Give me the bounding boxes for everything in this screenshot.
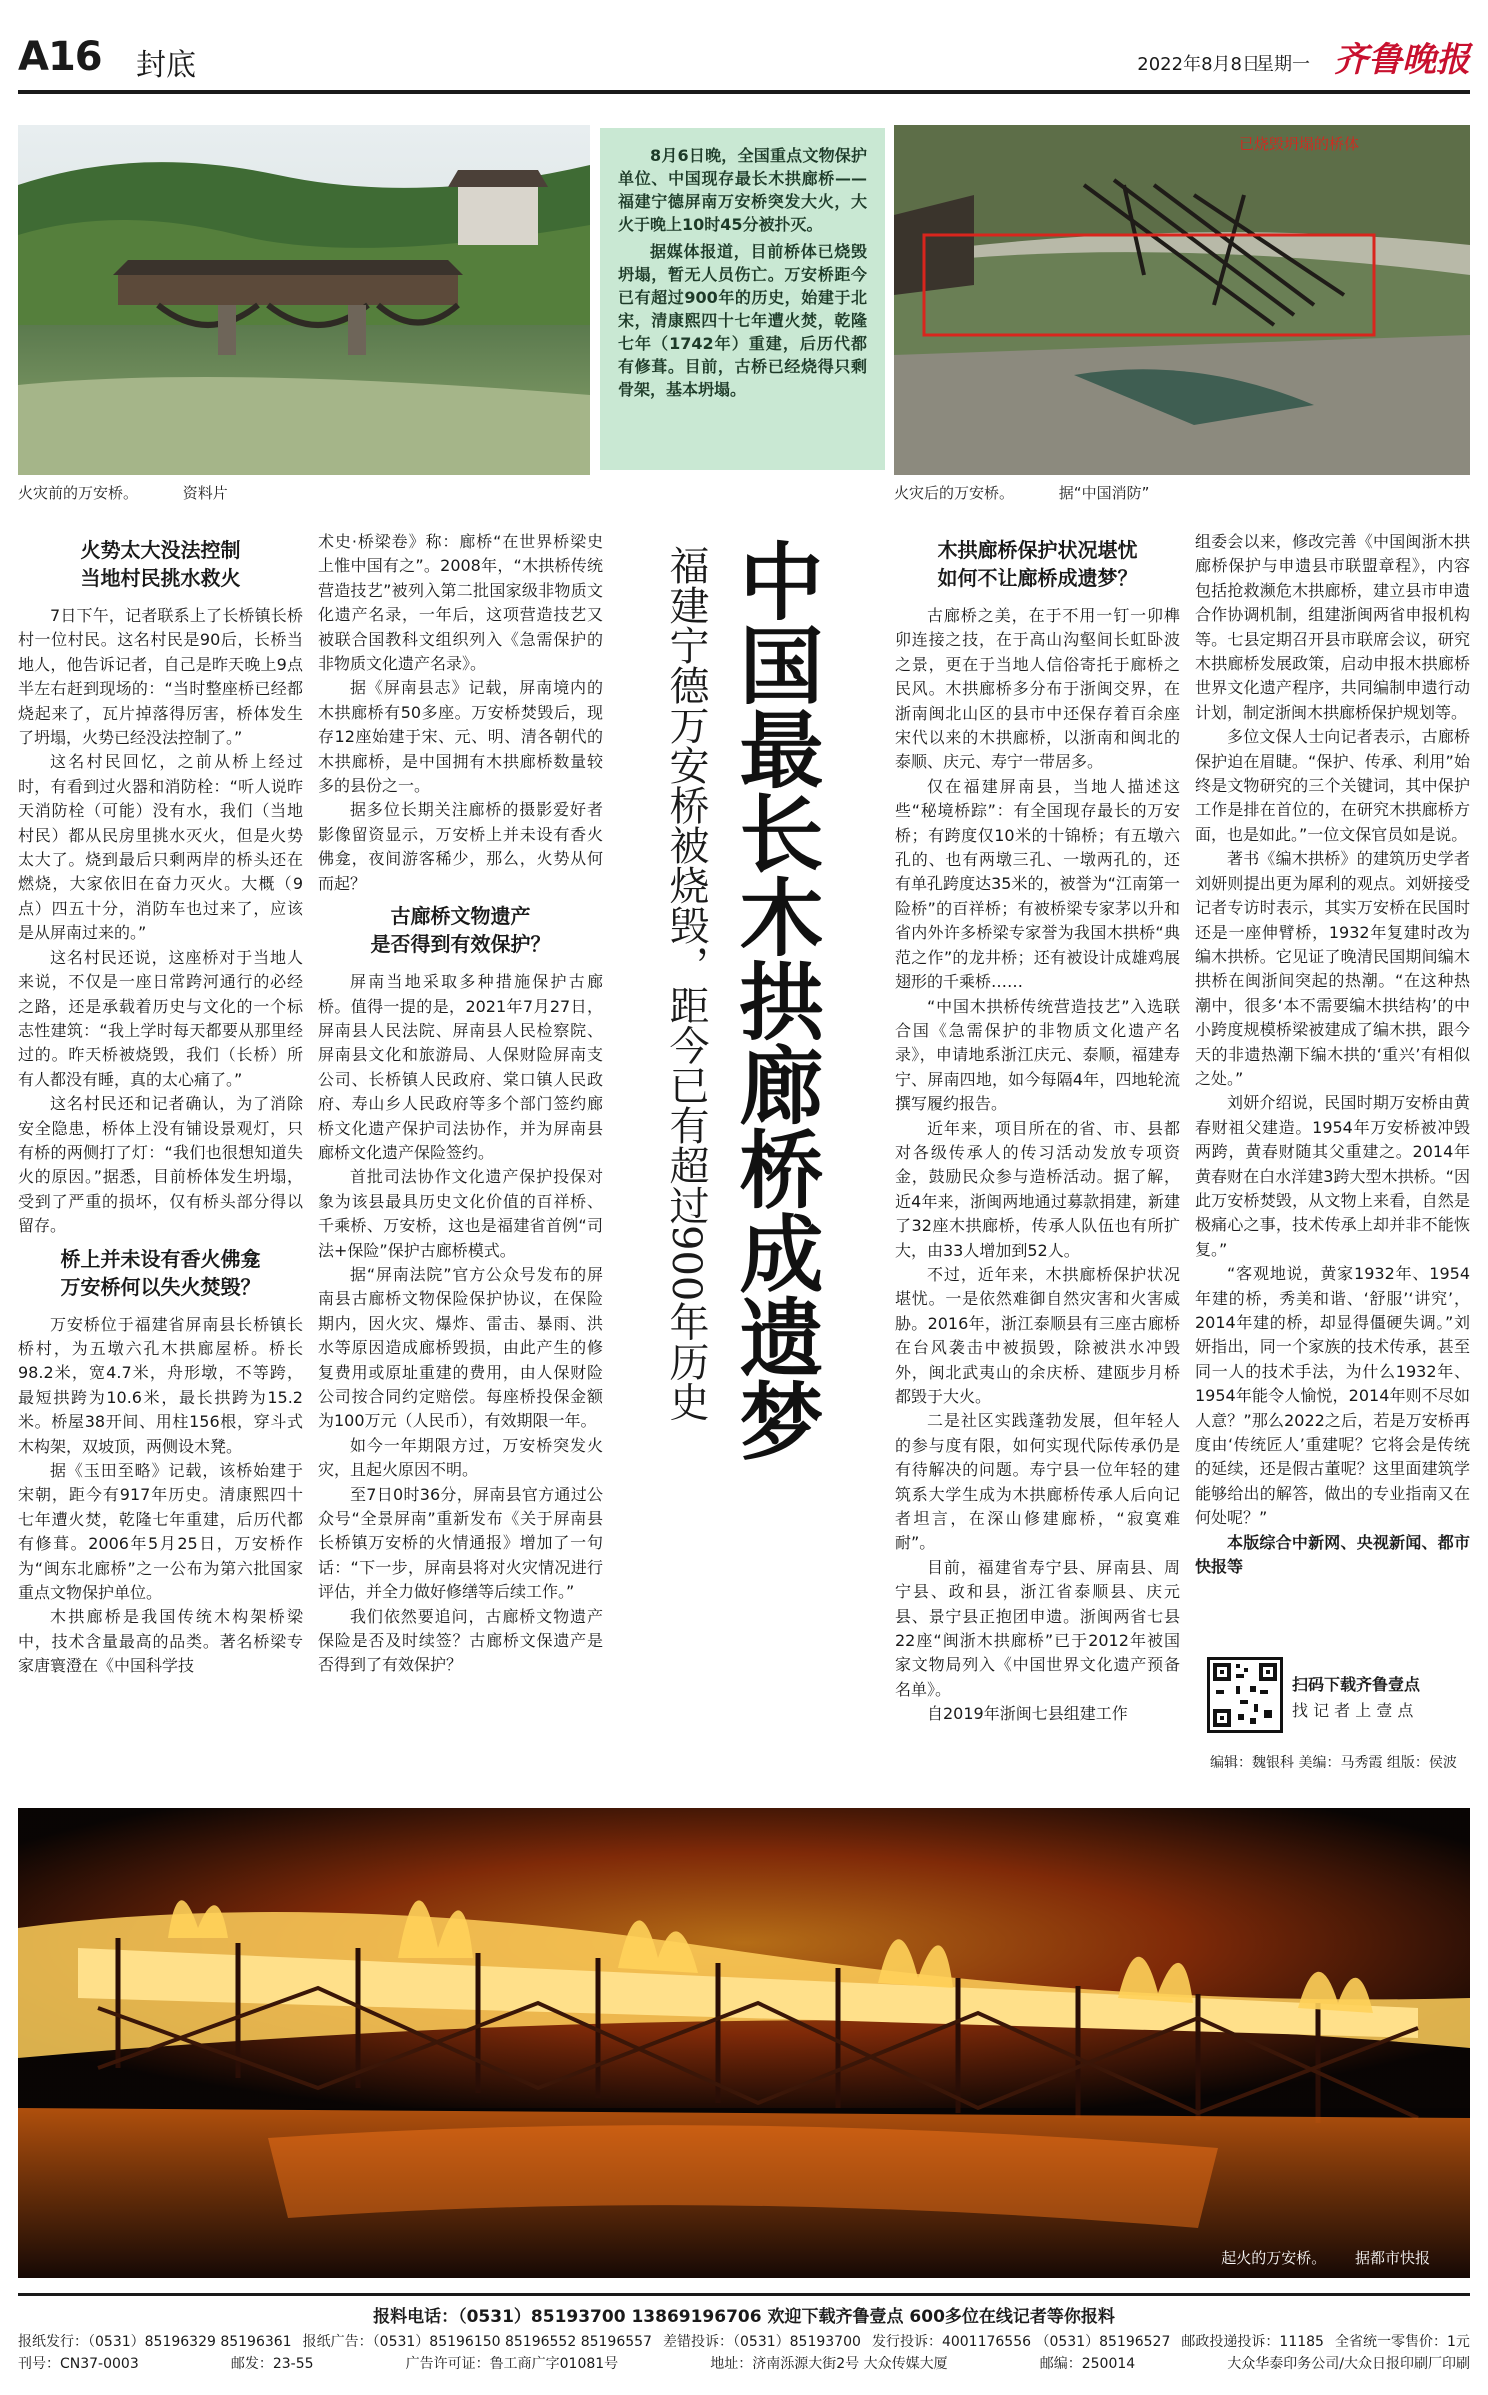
- caption-after-credit: 据“中国消防”: [1058, 484, 1150, 502]
- footer-item: 报纸发行：（0531）85196329 85196361: [18, 2334, 292, 2350]
- caption-before-text: 火灾前的万安桥。: [18, 484, 139, 502]
- body-paragraph: 这名村民回忆，之前从桥上经过时，有看到过火器和消防栓：“听人说昨天消防栓（可能）没有水，我们（当地村民）都从民房里挑水灭火，但是火势太大了。烧到最后只剩两岸的桥头还在燃烧，大家依旧在奋力灭火。大概（9点）四五十分，消防车也过来了，应该是从屏南过来的。”: [18, 752, 303, 943]
- qr-code-icon[interactable]: [1210, 1660, 1280, 1730]
- lede-box: [600, 128, 885, 470]
- footer-item: 刊号：CN37-0003: [18, 2356, 139, 2372]
- column-3-heading-1: 木拱廊桥保护状况堪忧 如何不让廊桥成遗梦？: [937, 538, 1138, 590]
- body-paragraph: 万安桥位于福建省屏南县长桥镇长桥村，为五墩六孔木拱廊屋桥。桥长98.2米，宽4.7米，舟形墩，不等跨，最短拱跨为10.6米，最长拱跨为15.2米。桥屋38开间、用柱156根，穿斗式木构架，双坡顶，两侧设木凳。: [18, 1314, 303, 1456]
- body-paragraph: 组委会以来，修改完善《中国闽浙木拱廊桥保护与申遗县市联盟章程》，内容包括抢救濒危木拱廊桥，建立县市申遗合作协调机制，组建浙闽两省申报机构等。七县定期召开县市联席会议，研究木拱廊桥发展政策，启动申报木拱廊桥世界文化遗产程序，共同编制申遗行动计划，制定浙闽木拱廊桥保护规划等。: [1195, 532, 1470, 722]
- body-paragraph: 刘妍介绍说，民国时期万安桥由黄春财祖父建造。1954年万安桥被冲毁两跨，黄春财随其父重建之。2014年黄春财在白水洋建3跨大型木拱桥。“因此万安桥焚毁，从文物上来看，自然是极痛心之事，技术传承上却并非不能恢复。”: [1195, 1093, 1470, 1259]
- issue-date: 2022年8月8日: [1137, 54, 1260, 75]
- body-paragraph: 据多位长期关注廊桥的摄影爱好者影像留资显示，万安桥上并未设有香火佛龛，夜间游客稀少，那么，火势从何而起？: [318, 800, 603, 893]
- footer-item: 邮政投递投诉：11185: [1181, 2334, 1324, 2350]
- page-header: [18, 20, 1470, 94]
- newspaper-logo: 齐鲁晚报: [1334, 40, 1470, 80]
- lede-paragraph: 据媒体报道，目前桥体已烧毁坍塌，暂无人员伤亡。万安桥距今已有超过900年的历史，始建于北宋，清康熙四十七年遭火焚，乾隆七年（1742年）重建，后历代都有修葺。目前，古桥已经烧得只剩骨架，基本坍塌。: [618, 242, 867, 399]
- caption-after-text: 火灾后的万安桥。: [894, 484, 1015, 502]
- lede-paragraph: 8月6日晚，全国重点文物保护单位、中国现存最长木拱廊桥——福建宁德屏南万安桥突发大火，大火于晚上10时45分被扑灭。: [618, 146, 867, 234]
- body-paragraph: “中国木拱桥传统营造技艺”入选联合国《急需保护的非物质文化遗产名录》，申请地系浙江庆元、泰顺，福建寿宁、屏南四地，如今每隔4年，四地轮流撰写履约报告。: [895, 996, 1180, 1114]
- body-paragraph: 首批司法协作文化遗产保护投保对象为该县最具历史文化价值的百祥桥、千乘桥、万安桥，这也是福建省首例“司法+保险”保护古廊桥模式。: [318, 1167, 603, 1260]
- body-paragraph: 自2019年浙闽七县组建工作: [927, 1704, 1128, 1724]
- photo-bridge-on-fire: [18, 1808, 1470, 2278]
- body-paragraph: 多位文保人士向记者表示，古廊桥保护迫在眉睫。“保护、传承、利用”始终是文物研究的三个关键词，其中保护工作是排在首位的，在研究木拱廊桥方面，也是如此。”一位文保官员如是说。: [1195, 727, 1470, 844]
- caption-fire: [1221, 2247, 1430, 2268]
- column-4: [1195, 530, 1470, 1579]
- footer-item: 报纸广告：（0531）85196150 85196552 85196557: [302, 2334, 652, 2350]
- body-paragraph: 如今一年期限方过，万安桥突发火灾，且起火原因不明。: [318, 1435, 603, 1480]
- issue-weekday: 星期一: [1256, 54, 1310, 75]
- qr-line-1: 扫码下载齐鲁壹点: [1292, 1675, 1421, 1694]
- column-1-heading-1: 火势太大没法控制 当地村民挑水救火: [80, 538, 241, 590]
- footer-item: 广告许可证：鲁工商广字01081号: [405, 2356, 619, 2372]
- section-name: 封底: [136, 48, 196, 83]
- footer-item: 邮编：250014: [1039, 2356, 1136, 2372]
- caption-before-credit: 资料片: [182, 484, 228, 502]
- footer-row-2: [18, 2353, 1470, 2375]
- body-paragraph: 屏南当地采取多种措施保护古廊桥。值得一提的是，2021年7月27日，屏南县人民法院、屏南县人民检察院、屏南县文化和旅游局、人保财险屏南支公司、长桥镇人民政府、棠口镇人民政府、寿山乡人民政府等多个部门签约廊桥文化遗产保护司法协作，并为屏南县廊桥文化遗产保险签约。: [318, 972, 603, 1162]
- body-paragraph: 木拱廊桥是我国传统木构架桥梁中，技术含量最高的品类。著名桥梁专家唐寰澄在《中国科学技: [18, 1607, 303, 1676]
- body-paragraph: 著书《编木拱桥》的建筑历史学者刘妍则提出更为犀利的观点。刘妍接受记者专访时表示，其实万安桥在民国时还是一座伸臂桥，1932年复建时改为编木拱桥。它见证了晚清民国期间编木拱桥在闽浙间突起的热潮。“在这种热潮中，很多‘本不需要编木拱结构’的中小跨度规模桥梁被建成了编木拱，跟今天的非遗热潮下编木拱的‘重兴’有相似之处。”: [1195, 849, 1470, 1088]
- column-3: [895, 530, 1180, 1727]
- caption-before: [18, 482, 268, 503]
- body-paragraph: 据“屏南法院”官方公众号发布的屏南县古廊桥文物保险保护协议，在保险期内，因火灾、爆炸、雷击、暴雨、洪水等原因造成廊桥毁损，由此产生的修复费用或原址重建的费用，由人保财险公司按合同约定赔偿。每座桥投保金额为100万元（人民币），有效期限一年。: [318, 1264, 603, 1431]
- burned-label: 已烧毁坍塌的桥体: [1239, 135, 1360, 153]
- body-paragraph: 仅在福建屏南县，当地人描述这些“秘境桥踪”：有全国现存最长的万安桥；有跨度仅10米的十锦桥；有五墩六孔的、也有两墩三孔、一墩两孔的，还有单孔跨度达35米的，被誉为“江南第一险桥”的百祥桥；有被桥梁专家茅以升和省内外许多桥梁专家誉为我国木拱桥“典范之作”的龙井桥；还有被设计成雄鸡展翅形的千乘桥……: [895, 776, 1180, 992]
- source-note: 本版综合中新网、央视新闻、都市快报等: [1195, 1532, 1470, 1577]
- footer-row-1: [18, 2331, 1470, 2353]
- footer-item: 全省统一零售价：1元: [1335, 2334, 1470, 2350]
- body-paragraph: 近年来，项目所在的省、市、县都对各级传承人的传习活动发放专项资金，鼓励民众参与造桥活动。据了解，近4年来，浙闽两地通过募款捐建，新建了32座木拱廊桥，传承人队伍也有所扩大，由33人增加到52人。: [895, 1118, 1180, 1260]
- column-1: [18, 530, 303, 1679]
- sub-headline: 福建宁德万安桥被烧毁，距今已有超过900年历史: [663, 545, 709, 1422]
- body-paragraph: 这名村民还说，这座桥对于当地人来说，不仅是一座日常跨河通行的必经之路，还是承载着历史与文化的一个标志性建筑：“我上学时每天都要从那里经过的。昨天桥被烧毁，我们（长桥）所有人都没有睡，真的太心痛了。”: [18, 947, 303, 1089]
- body-paragraph: 这名村民还和记者确认，为了消除安全隐患，桥体上没有铺设景观灯，只有桥的两侧打了灯：“我们也很想知道失火的原因。”据悉，目前桥体发生坍塌，受到了严重的损坏，仅有桥头部分得以留存。: [18, 1094, 303, 1236]
- footer-item: 大众华泰印务公司/大众日报印刷厂印刷: [1227, 2356, 1470, 2372]
- body-paragraph: 目前，福建省寿宁县、屏南县、周宁县、政和县，浙江省泰顺县、庆元县、景宁县正抱团申遗。浙闽两省七县22座“闽浙木拱廊桥”已于2012年被国家文物局列入《中国世界文化遗产预备名单》。: [895, 1557, 1180, 1699]
- photo-after-fire: [894, 125, 1470, 475]
- body-paragraph: 7日下午，记者联系上了长桥镇长桥村一位村民。这名村民是90后，长桥当地人，他告诉记者，自己是昨天晚上9点半左右赶到现场的：“当时整座桥已经都烧起来了，瓦片掉落得厉害，桥体发生了坍塌，火势已经没法控制了。”: [18, 606, 303, 748]
- column-2-heading-1: 古廊桥文物遗产 是否得到有效保护？: [370, 904, 551, 957]
- column-1-heading-2: 桥上并未设有香火佛龛 万安桥何以失火焚毁？: [60, 1246, 261, 1299]
- footer-item: 邮发：23-55: [230, 2356, 314, 2372]
- footer-item: 地址：济南泺源大街2号 大众传媒大厦: [710, 2356, 948, 2372]
- caption-fire-text: 起火的万安桥。: [1221, 2249, 1327, 2267]
- body-paragraph: 不过，近年来，木拱廊桥保护状况堪忧。一是依然难御自然灾害和火害威胁。2016年，浙江泰顺县有三座古廊桥在台风袭击中被损毁，除被洪水冲毁外，闽北武夷山的余庆桥、建瓯步月桥都毁于大火。: [895, 1264, 1180, 1406]
- body-paragraph: 术史·桥梁卷》称：廊桥“在世界桥梁史上惟中国有之”。2008年，“木拱桥传统营造技艺”被列入第二批国家级非物质文化遗产名录，一年后，这项营造技艺又被联合国教科文组织列入《急需保护的非物质文化遗产名录》。: [318, 532, 603, 674]
- qr-line-2: 找 记 者 上 壹 点: [1292, 1701, 1414, 1720]
- body-paragraph: “客观地说，黄家1932年、1954年建的桥，秀美和谐、‘舒服’‘讲究’，2014年建的桥，却显得僵硬失调。”刘妍指出，同一个家族的技术传承，甚至同一人的技术手法，为什么1932年、1954年能令人愉悦，2014年则不尽如人意？”那么2022之后，若是万安桥再度由‘传统匠人’重建呢？它将会是传统的延续，还是假古董呢？这里面建筑学能够给出的解答，做出的专业指南又在何处呢？”: [1195, 1264, 1470, 1528]
- footer-item: 差错投诉：（0531）85193700: [663, 2334, 861, 2350]
- caption-after: [894, 482, 1189, 503]
- body-paragraph: 二是社区实践蓬勃发展，但年轻人的参与度有限，如何实现代际传承仍是有待解决的问题。寿宁县一位年轻的建筑系大学生成为木拱廊桥传承人后向记者坦言，在深山修建廊桥，“寂寞难耐”。: [895, 1411, 1180, 1553]
- body-paragraph: 我们依然要追问，古廊桥文物遗产保险是否及时续签？古廊桥文保遗产是否得到了有效保护？: [318, 1606, 603, 1675]
- tip-hotline: 报料电话：（0531）85193700 13869196706 欢迎下载齐鲁壹点 600多位在线记者等你报料: [373, 2307, 1115, 2327]
- qr-block: [1210, 1660, 1470, 1780]
- body-paragraph: 据《屏南县志》记载，屏南境内的木拱廊桥有50多座。万安桥焚毁后，现存12座始建于宋、元、明、清各朝代的木拱廊桥，是中国拥有木拱廊桥数量较多的县份之一。: [318, 678, 603, 796]
- page-footer: [18, 2293, 1470, 2375]
- caption-fire-credit: 据都市快报: [1354, 2249, 1430, 2267]
- photo-before-fire: [18, 125, 590, 475]
- page-number: A16: [18, 34, 102, 80]
- footer-item: 发行投诉：4001176556 （0531）85196527: [871, 2334, 1171, 2350]
- main-headline: 中国最长木拱廊桥成遗梦: [726, 538, 825, 1462]
- body-paragraph: 至7日0时36分，屏南县官方通过公众号“全景屏南”重新发布《关于屏南县长桥镇万安桥的火情通报》增加了一句话：“下一步，屏南县将对火灾情况进行评估，并全力做好修缮等后续工作。”: [318, 1484, 603, 1602]
- editor-credits: 编辑：魏银科 美编：马秀霞 组版：侯波: [1210, 1755, 1457, 1771]
- body-paragraph: 古廊桥之美，在于不用一钉一卯榫卯连接之技，在于高山沟壑间长虹卧波之景，更在于当地人信俗寄托于廊桥之民风。木拱廊桥多分布于浙闽交界，在浙南闽北山区的县市中还保存着百余座宋代以来的木拱廊桥，以浙南和闽北的泰顺、庆元、寿宁一带居多。: [895, 606, 1180, 772]
- column-2: [318, 530, 603, 1678]
- body-paragraph: 据《玉田至略》记载，该桥始建于宋朝，距今有917年历史。清康熙四十七年遭火焚，乾隆七年重建，后历代都有修葺。2006年5月25日，万安桥作为“闽东北廊桥”之一公布为第六批国家重点文物保护单位。: [18, 1461, 303, 1603]
